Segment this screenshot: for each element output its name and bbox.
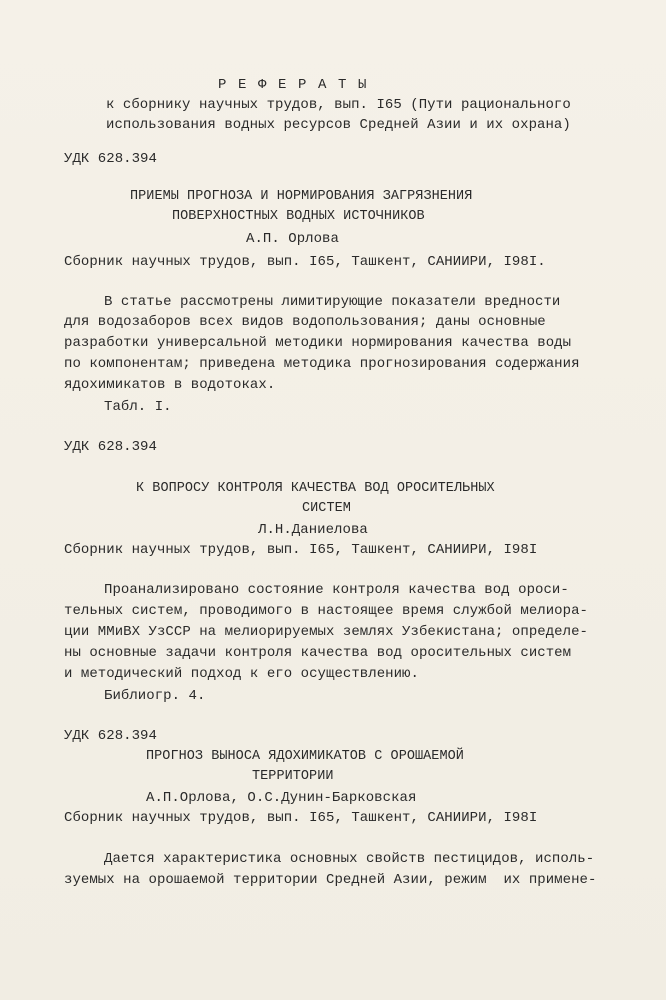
abstract-title-line-2: ПОВЕРХНОСТНЫХ ВОДНЫХ ИСТОЧНИКОВ xyxy=(172,209,425,224)
document-subtitle-line-2: использования водных ресурсов Средней Азии и их охрана) xyxy=(106,117,571,133)
abstract-source: Сборник научных трудов, вып. I65, Ташкент, САНИИРИ, I98I. xyxy=(64,254,546,270)
abstract-body-line: тельных систем, проводимого в настоящее время службой мелиора- xyxy=(64,603,588,619)
abstract-title-line-1: К ВОПРОСУ КОНТРОЛЯ КАЧЕСТВА ВОД ОРОСИТЕЛЬНЫХ xyxy=(136,481,495,496)
abstract-authors: Л.Н.Даниелова xyxy=(258,522,368,538)
abstract-body-line: по компонентам; приведена методика прогнозирования содержания xyxy=(64,356,580,372)
abstract-authors: А.П. Орлова xyxy=(246,231,339,247)
abstract-title-line-1: ПРИЕМЫ ПРОГНОЗА И НОРМИРОВАНИЯ ЗАГРЯЗНЕНИЯ xyxy=(130,189,473,204)
abstract-source: Сборник научных трудов, вып. I65, Ташкент, САНИИРИ, I98I xyxy=(64,810,538,826)
abstract-body-line: В статье рассмотрены лимитирующие показатели вредности xyxy=(104,294,561,310)
document-title: Р Е Ф Е Р А Т Ы xyxy=(218,77,369,93)
abstract-body-line: и методический подход к его осуществлению. xyxy=(64,666,419,682)
abstract-body-line: для водозаборов всех видов водопользования; даны основные xyxy=(64,314,546,330)
document-subtitle-line-1: к сборнику научных трудов, вып. I65 (Пути рационального xyxy=(106,97,571,113)
abstract-note: Табл. I. xyxy=(104,399,172,415)
udk-code: УДК 628.394 xyxy=(64,151,157,167)
abstract-authors: А.П.Орлова, О.С.Дунин-Барковская xyxy=(146,790,417,806)
abstract-title-line-1: ПРОГНОЗ ВЫНОСА ЯДОХИМИКАТОВ С ОРОШАЕМОЙ xyxy=(146,749,464,764)
abstract-body-line: Дается характеристика основных свойств пестицидов, исполь- xyxy=(104,851,595,867)
abstract-body-line: ции ММиВХ УзССР на мелиорируемых землях Узбекистана; определе- xyxy=(64,624,588,640)
abstract-body-line: ядохимикатов в водотоках. xyxy=(64,377,276,393)
abstract-title-line-2: ТЕРРИТОРИИ xyxy=(252,769,334,784)
abstract-note: Библиогр. 4. xyxy=(104,688,206,704)
abstract-source: Сборник научных трудов, вып. I65, Ташкент, САНИИРИ, I98I xyxy=(64,542,538,558)
abstract-body-line: разработки универсальной методики нормирования качества воды xyxy=(64,335,572,351)
udk-code: УДК 628.394 xyxy=(64,728,157,744)
abstract-body-line: Проанализировано состояние контроля качества вод ороси- xyxy=(104,582,569,598)
abstract-body-line: зуемых на орошаемой территории Средней Азии, режим их примене- xyxy=(64,872,597,888)
abstract-title-line-2: СИСТЕМ xyxy=(302,501,351,516)
udk-code: УДК 628.394 xyxy=(64,439,157,455)
abstract-body-line: ны основные задачи контроля качества вод оросительных систем xyxy=(64,645,572,661)
